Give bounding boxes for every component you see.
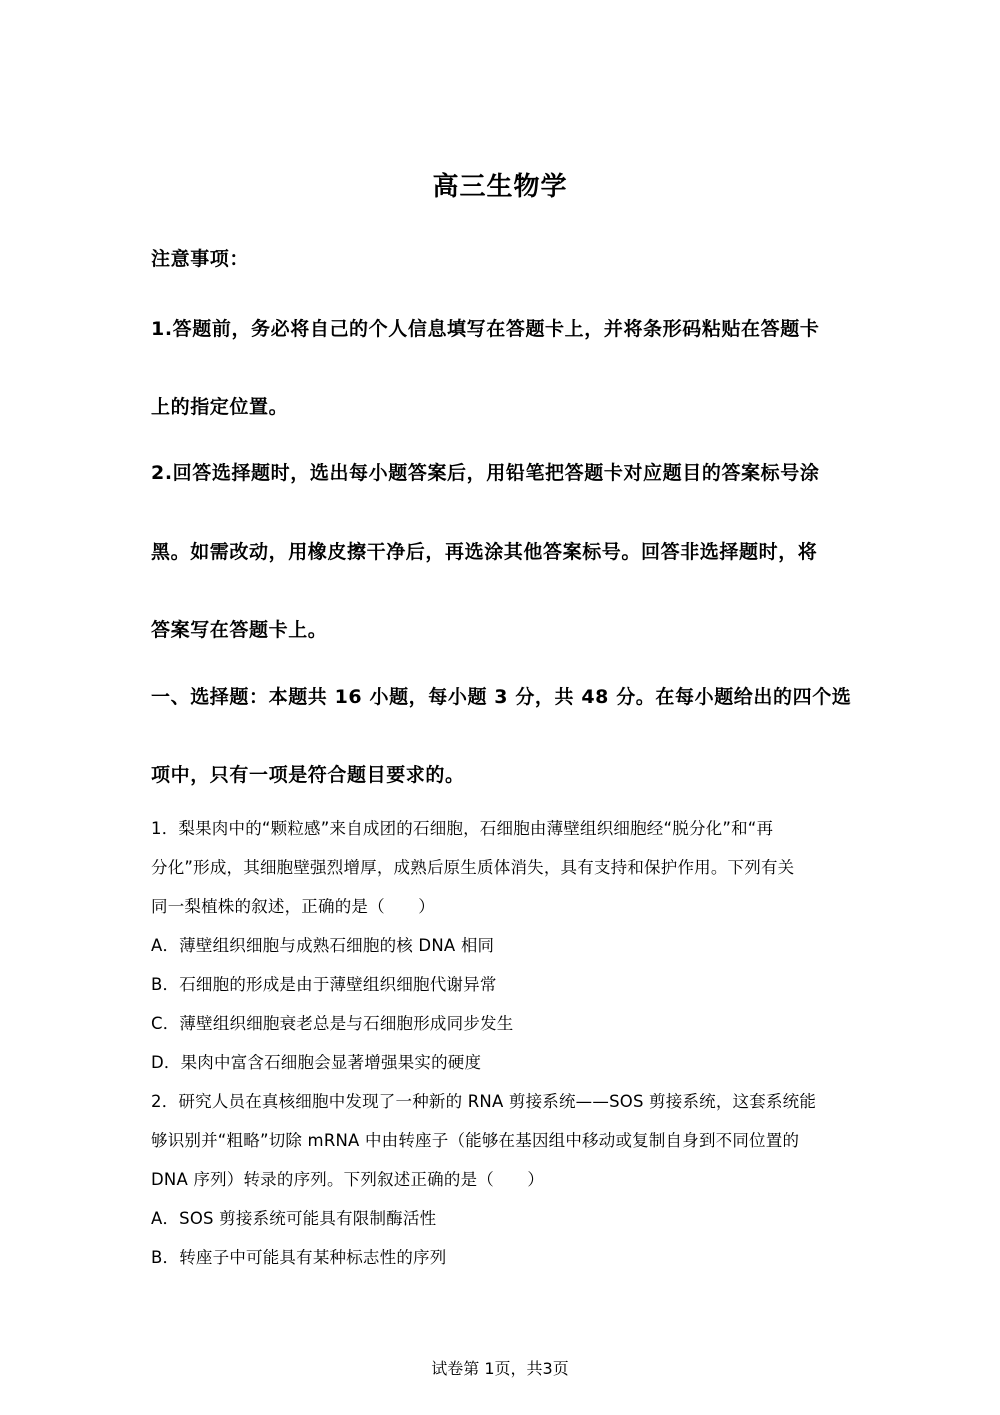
question-1-option-d: D．果肉中富含石细胞会显著增强果实的硬度: [151, 1053, 482, 1072]
question-2-option-a: A．SOS 剪接系统可能具有限制酶活性: [151, 1209, 437, 1228]
notice-1-line-2: 上的指定位置。: [151, 396, 289, 418]
section-1-line-1: 一、选择题：本题共 16 小题，每小题 3 分，共 48 分。在每小题给出的四个选: [151, 686, 852, 708]
question-2-stem-line-1: 2．研究人员在真核细胞中发现了一种新的 RNA 剪接系统——SOS 剪接系统，这套系统能: [151, 1092, 817, 1111]
question-1-stem-line-1: 1．梨果肉中的“颗粒感”来自成团的石细胞，石细胞由薄壁组织细胞经“脱分化”和“再: [151, 819, 774, 838]
notice-heading: 注意事项：: [151, 248, 250, 270]
question-2-option-b: B．转座子中可能具有某种标志性的序列: [151, 1248, 447, 1267]
question-2-stem-line-2: 够识别并“粗略”切除 mRNA 中由转座子（能够在基因组中移动或复制自身到不同位置的: [151, 1131, 800, 1150]
question-2-stem-line-3: DNA 序列）转录的序列。下列叙述正确的是（ ）: [151, 1170, 545, 1189]
question-1-option-a: A．薄壁组织细胞与成熟石细胞的核 DNA 相同: [151, 936, 495, 955]
question-1-stem-line-2: 分化”形成，其细胞壁强烈增厚，成熟后原生质体消失，具有支持和保护作用。下列有关: [151, 858, 795, 877]
notice-2-line-2: 黑。如需改动，用橡皮擦干净后，再选涂其他答案标号。回答非选择题时，将: [151, 541, 818, 563]
question-1-option-c: C．薄壁组织细胞衰老总是与石细胞形成同步发生: [151, 1014, 514, 1033]
section-1-line-2: 项中，只有一项是符合题目要求的。: [151, 764, 465, 786]
question-1-option-b: B．石细胞的形成是由于薄壁组织细胞代谢异常: [151, 975, 497, 994]
notice-2-line-1: 2.回答选择题时，选出每小题答案后，用铅笔把答题卡对应题目的答案标号涂: [151, 462, 820, 484]
page-title: 高三生物学: [432, 172, 568, 202]
notice-2-line-3: 答案写在答题卡上。: [151, 619, 328, 641]
notice-1-line-1: 1.答题前，务必将自己的个人信息填写在答题卡上，并将条形码粘贴在答题卡: [151, 318, 820, 340]
page-footer: 试卷第 1页，共3页: [431, 1359, 569, 1378]
question-1-stem-line-3: 同一梨植株的叙述，正确的是（ ）: [151, 897, 435, 916]
